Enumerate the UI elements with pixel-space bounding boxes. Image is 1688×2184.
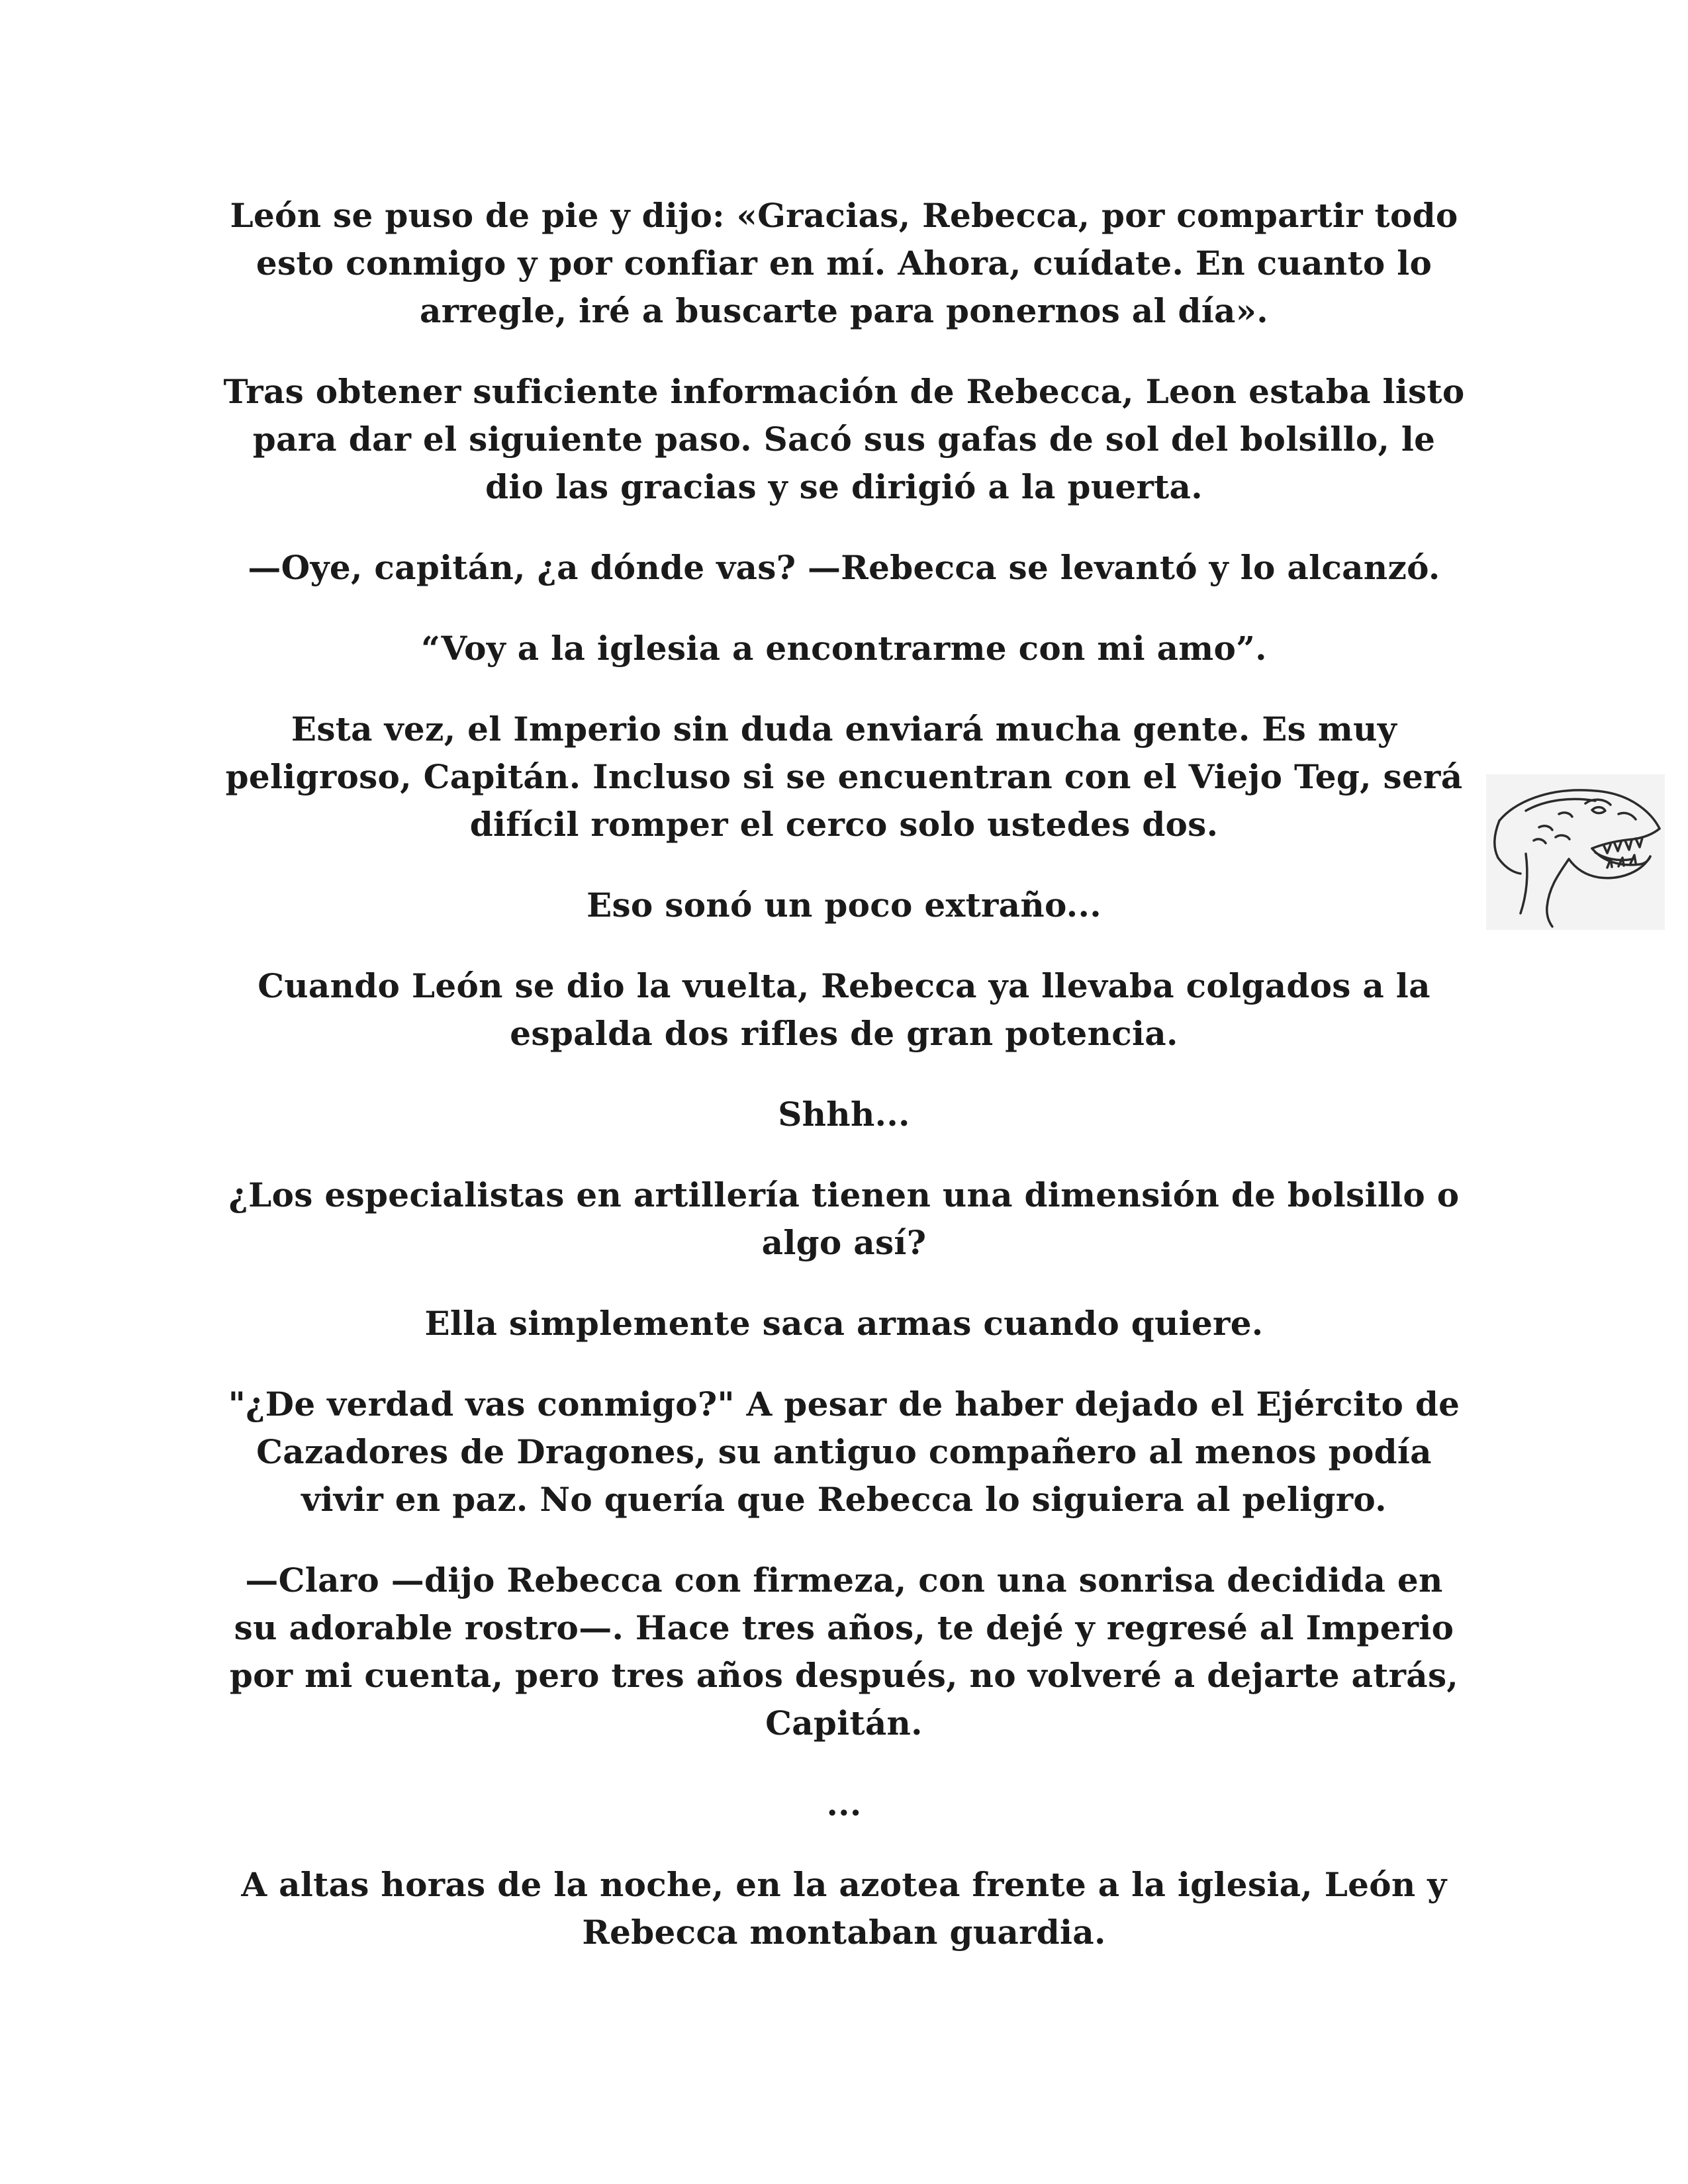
- paragraph-5: Esta vez, el Imperio sin duda enviará mucha gente. Es muy peligroso, Capitán. Incluso si se encuentran con el Viejo Teg, será difícil romper el cerco solo ustedes dos.: [225, 709, 1463, 844]
- dinosaur-head-sketch-icon: [1486, 774, 1665, 930]
- paragraph-3: —Oye, capitán, ¿a dónde vas? —Rebecca se levantó y lo alcanzó.: [248, 548, 1440, 587]
- paragraph-2: Tras obtener suficiente información de Rebecca, Leon estaba listo para dar el siguiente paso. Sacó sus gafas de sol del bolsillo, le dio las gracias y se dirigió a la puerta.: [223, 372, 1465, 506]
- paragraph-11: "¿De verdad vas conmigo?" A pesar de haber dejado el Ejército de Cazadores de Dragones, su antiguo compañero al menos podía vivir en paz. No quería que Rebecca lo siguiera al peligro.: [228, 1385, 1460, 1519]
- story-text: [218, 192, 1470, 1989]
- paragraph-13: ...: [826, 1784, 862, 1823]
- paragraph-4: “Voy a la iglesia a encontrarme con mi amo”.: [421, 629, 1267, 668]
- paragraph-14: A altas horas de la noche, en la azotea frente a la iglesia, León y Rebecca montaban guardia.: [241, 1865, 1447, 1952]
- paragraph-12: —Claro —dijo Rebecca con firmeza, con una sonrisa decidida en su adorable rostro—. Hace tres años, te dejé y regresé al Imperio por mi cuenta, pero tres años después, no volveré a dejarte atrás, Capitán.: [229, 1561, 1459, 1743]
- paragraph-1: León se puso de pie y dijo: «Gracias, Rebecca, por compartir todo esto conmigo y por confiar en mí. Ahora, cuídate. En cuanto lo arregle, iré a buscarte para ponernos al día».: [230, 196, 1458, 330]
- paragraph-9: ¿Los especialistas en artillería tienen una dimensión de bolsillo o algo así?: [228, 1175, 1460, 1262]
- paragraph-10: Ella simplemente saca armas cuando quiere.: [424, 1304, 1264, 1343]
- paragraph-7: Cuando León se dio la vuelta, Rebecca ya llevaba colgados a la espalda dos rifles de gran potencia.: [258, 966, 1430, 1053]
- paragraph-8: Shhh...: [778, 1095, 910, 1134]
- paragraph-6: Eso sonó un poco extraño...: [586, 886, 1102, 925]
